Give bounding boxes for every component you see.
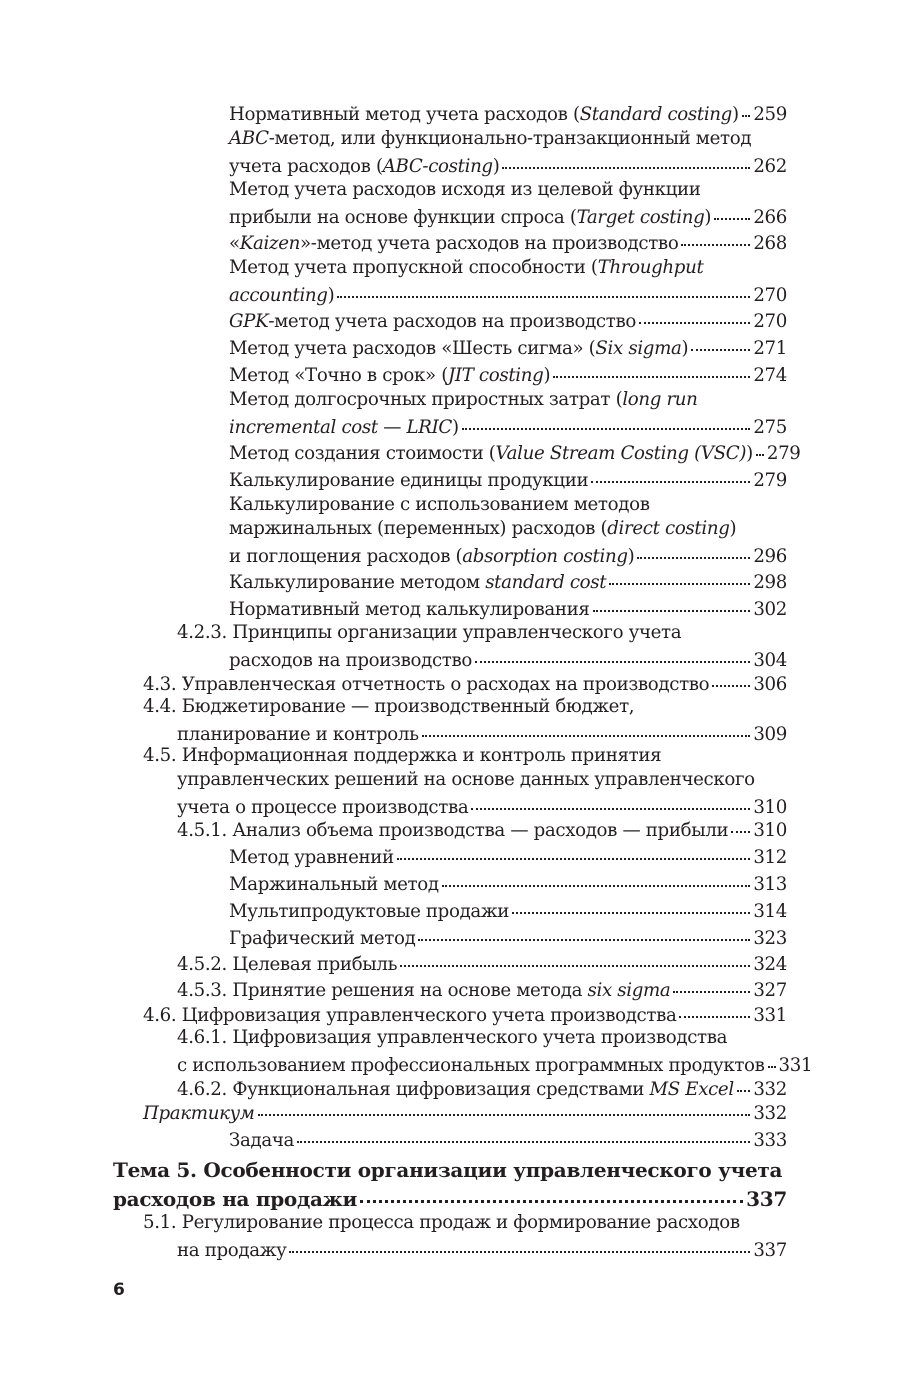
toc-entry-text: absorption costing [462, 546, 628, 567]
toc-entry-text: JIT costing [447, 365, 544, 387]
toc-entry-text: Задача [229, 1130, 294, 1152]
toc-entry-text: ) [452, 416, 459, 438]
toc-page-number: 271 [753, 338, 787, 360]
toc-entry-text: Калькулирование единицы продукции [229, 470, 589, 492]
dot-leader [471, 790, 750, 810]
toc-entry-text: ) [746, 443, 753, 465]
dot-leader [297, 1123, 750, 1143]
dot-leader [637, 539, 750, 559]
toc-entry-text: учета расходов ( [229, 155, 383, 177]
toc-entry-text: ) [327, 284, 335, 306]
toc-chapter-entry[interactable] [113, 1157, 787, 1212]
toc-entry[interactable] [177, 1026, 813, 1078]
toc-entry-text: Нормативный метод учета расходов ( [229, 104, 580, 126]
toc-entry-text: Метод создания стоимости ( [229, 443, 496, 465]
dot-leader [714, 199, 750, 219]
toc-page-number: 310 [753, 820, 787, 842]
toc-entry-text: расходов на производство [229, 649, 472, 671]
toc-entry-text: Практикум [143, 1103, 255, 1125]
dot-leader [418, 921, 750, 941]
dot-leader [593, 592, 751, 612]
toc-entry-text: Нормативный метод калькулирования [229, 599, 590, 621]
toc-page-number: 304 [753, 649, 787, 671]
toc-entry-text: 4.3. Управленческая отчетность о расходах на производство [143, 674, 710, 696]
toc-page-number: 279 [753, 470, 787, 492]
toc-entry[interactable] [229, 100, 787, 128]
toc-entry-text: планирование и контроль [177, 723, 419, 745]
toc-entry[interactable] [229, 127, 787, 179]
toc-entry[interactable] [229, 361, 787, 389]
toc-entry-text: -метод, или функционально-транзакционный метод [268, 128, 752, 149]
toc-page-number: 310 [753, 797, 787, 818]
toc-entry-text: маржинальных (переменных) расходов ( [229, 518, 608, 540]
toc-entry-text: ABC-costing [382, 155, 493, 177]
toc-page-number: 296 [753, 546, 787, 567]
toc-entry-text: Тема 5. Особенности организации управленческого учета [113, 1158, 783, 1182]
toc-entry-text: с использованием профессиональных программных продуктов [177, 1054, 765, 1076]
toc-entry-text: Метод «Точно в срок» ( [229, 365, 448, 387]
toc-page-number: 333 [753, 1130, 787, 1152]
toc-entry-text: 4.2.3. Принципы организации управленческого учета [177, 622, 682, 643]
toc-entry[interactable] [143, 744, 787, 820]
toc-entry[interactable] [143, 1001, 787, 1029]
toc-entry[interactable] [229, 229, 787, 257]
toc-entry[interactable] [229, 595, 787, 623]
toc-entry-text: Калькулирование методом [229, 572, 486, 594]
toc-entry-text: 4.5.3. Принятие решения на основе метода [177, 980, 588, 1002]
toc-page-number: 266 [753, 206, 787, 228]
toc-entry[interactable] [143, 670, 787, 698]
toc-page-number: 337 [753, 1239, 787, 1261]
toc-entry-text: Графический метод [229, 928, 416, 950]
toc-entry-text: incremental cost — LRIC [229, 416, 452, 438]
toc-entry-text: Метод учета расходов «Шесть сигма» ( [229, 338, 596, 360]
dot-leader [591, 463, 750, 483]
dot-leader [462, 409, 751, 429]
toc-page-number: 323 [753, 928, 787, 950]
toc-entry-text: Метод долгосрочных приростных затрат ( [229, 389, 623, 410]
toc-entry[interactable] [143, 695, 787, 747]
toc-entry-text: 4.5.2. Целевая прибыль [177, 954, 398, 976]
toc-entry-text: на продажу [177, 1239, 287, 1261]
dot-leader [691, 331, 750, 351]
toc-entry-text: six sigma [587, 980, 671, 1002]
dot-leader [673, 973, 750, 993]
toc-entry-text: 4.6.1. Цифровизация управленческого учета производства [177, 1027, 728, 1048]
toc-entry-text: ) [492, 155, 500, 177]
page-number: 6 [113, 1280, 125, 1300]
toc-entry-text: Six sigma [595, 338, 682, 360]
toc-entry-text: ) [681, 338, 689, 360]
toc-entry-text: »-метод учета расходов на производство [300, 233, 679, 255]
toc-entry-text: standard cost [485, 572, 607, 594]
dot-leader [502, 148, 750, 168]
toc-page-number: 259 [753, 104, 787, 126]
toc-page-number: 270 [753, 284, 787, 306]
toc-page-number: 331 [778, 1054, 813, 1076]
toc-entry[interactable] [229, 388, 787, 440]
toc-entry-text: GPK [229, 311, 269, 333]
toc-entry-text: « [229, 233, 240, 255]
toc-entry-text: 4.5.1. Анализ объема производства — расходов — прибыли [177, 820, 729, 842]
toc-entry-text: и поглощения расходов ( [229, 546, 463, 567]
toc-page-number: 274 [753, 365, 787, 387]
toc-entry-text: Value Stream Costing (VSC) [495, 443, 747, 465]
toc-entry-text: Standard costing [579, 104, 732, 126]
toc-entry-text: Метод учета пропускной способности ( [229, 257, 598, 278]
dot-leader [756, 436, 764, 456]
dot-leader [400, 947, 750, 967]
toc-page-number: 337 [746, 1187, 787, 1211]
toc-entry-text: учета о процессе производства [177, 797, 469, 818]
toc-entry-text: -метод учета расходов на производство [268, 311, 636, 333]
dot-leader [609, 565, 750, 585]
dot-leader [681, 226, 750, 246]
toc-entry-text: ) [729, 518, 737, 540]
dot-leader [289, 1232, 750, 1252]
toc-entry-text: MS Excel [649, 1079, 734, 1101]
dot-leader [258, 1096, 751, 1116]
toc-entry[interactable] [229, 466, 787, 494]
dot-leader [737, 1072, 751, 1092]
toc-entry-text: Калькулирование с использованием методов [229, 494, 650, 515]
toc-page-number: 331 [753, 1005, 787, 1027]
toc-entry-text: Маржинальный метод [229, 874, 439, 896]
toc-entry-text: ) [704, 206, 712, 228]
toc-page-number: 262 [753, 155, 787, 177]
toc-entry-text: Метод учета расходов исходя из целевой функции [229, 179, 701, 200]
toc-entry-text: Метод уравнений [229, 847, 394, 869]
toc-entry[interactable] [229, 493, 787, 569]
toc-entry-text: расходов на продажи [113, 1187, 358, 1211]
toc-entry-text: Kaizen [239, 233, 300, 255]
toc-entry-text: 4.6.2. Функциональная цифровизация средствами [177, 1079, 650, 1101]
toc-entry-text: ) [627, 546, 635, 567]
toc-entry[interactable] [229, 1126, 787, 1154]
toc-page-number: 279 [766, 443, 801, 465]
dot-leader [742, 97, 751, 117]
toc-page-number: 268 [753, 233, 787, 255]
toc-entry-text: Throughput [597, 257, 704, 278]
toc-entry-text: long run [622, 389, 698, 410]
toc-page-number: 270 [753, 311, 787, 333]
toc-entry-text: 4.6. Цифровизация управленческого учета производства [143, 1005, 677, 1027]
toc-page-number: 306 [753, 674, 787, 696]
dot-leader [475, 642, 750, 662]
toc-page-number: 298 [753, 572, 787, 594]
toc-entry[interactable] [177, 621, 787, 673]
toc-entry[interactable] [143, 1211, 787, 1263]
toc-page-number: 332 [753, 1079, 787, 1101]
toc-page-number: 314 [753, 901, 787, 923]
toc-entry-text: прибыли на основе функции спроса ( [229, 206, 577, 228]
toc-page-number: 327 [753, 980, 787, 1002]
toc-entry-text: accounting [229, 284, 328, 306]
dot-leader [712, 667, 750, 687]
toc-page-number: 312 [753, 847, 787, 869]
toc-entry-text: ) [543, 365, 551, 387]
toc-entry-text: Target costing [576, 206, 705, 228]
toc-page-number: 332 [753, 1103, 787, 1125]
dot-leader [337, 277, 750, 297]
toc-page-number: 313 [753, 874, 787, 896]
toc-entry-text: 4.5. Информационная поддержка и контроль принятия [143, 745, 662, 766]
dot-leader [639, 304, 750, 324]
toc-page-number: 309 [753, 723, 787, 745]
dot-leader [422, 716, 751, 736]
toc-entry-text: ) [731, 104, 739, 126]
toc-entry-text: Мультипродуктовые продажи [229, 901, 510, 923]
toc-entry-text: ABC [229, 128, 269, 149]
dot-leader [512, 894, 750, 914]
dot-leader [553, 358, 750, 378]
toc-entry[interactable] [229, 178, 787, 230]
toc-page-number: 302 [753, 599, 787, 621]
toc-entry-text: 5.1. Регулирование процесса продаж и формирование расходов [143, 1212, 740, 1233]
toc-entry-text: управленческих решений на основе данных управленческого [177, 769, 755, 791]
dot-leader [731, 813, 750, 833]
toc-entry-text: 4.4. Бюджетирование — производственный бюджет, [143, 696, 635, 717]
toc-entry-text: direct costing [607, 518, 730, 540]
dot-leader [397, 840, 751, 860]
dot-leader [442, 867, 751, 887]
toc-entry[interactable] [229, 256, 787, 308]
dot-leader [679, 998, 750, 1018]
dot-leader [768, 1047, 776, 1067]
toc-page-number: 275 [753, 416, 787, 438]
dot-leader [360, 1180, 743, 1203]
toc-page-number: 324 [753, 954, 787, 976]
